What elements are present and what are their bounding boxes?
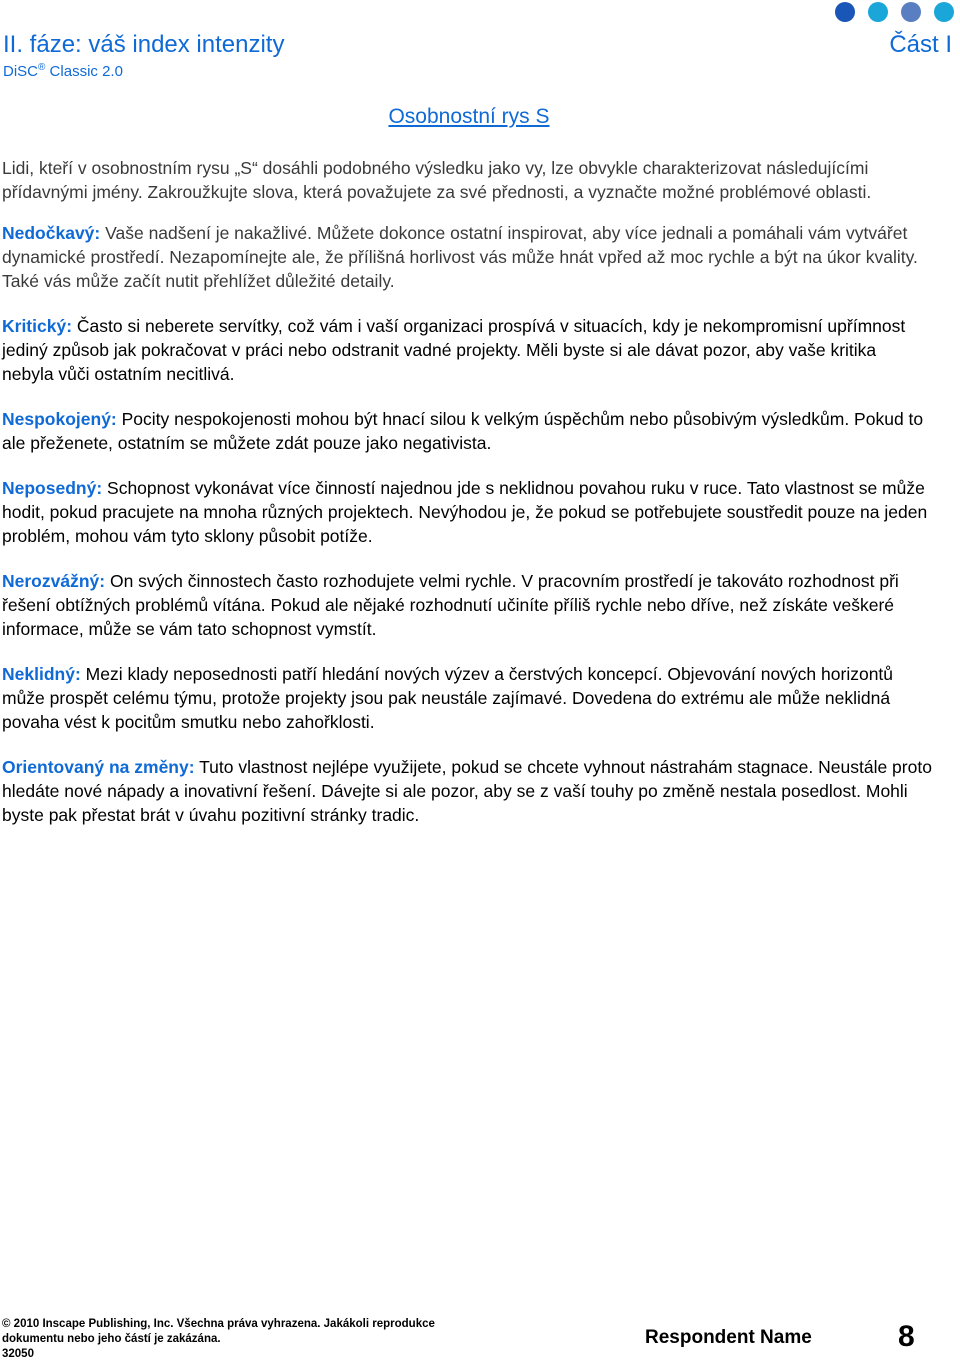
trait-term: Nerozvážný:: [2, 571, 106, 591]
decorative-dots: [835, 2, 954, 22]
trait-term: Kritický:: [2, 316, 73, 336]
trait-nespokojeny: [2, 407, 932, 455]
trait-term: Nedočkavý:: [2, 223, 101, 243]
dot-3: [901, 2, 921, 22]
page-number: 8: [898, 1320, 915, 1353]
header-title: II. fáze: váš index intenzity: [3, 31, 285, 58]
trait-term: Orientovaný na změny:: [2, 757, 195, 777]
document-code: 32050: [2, 1348, 34, 1360]
section-title: Osobnostní rys S: [388, 105, 550, 128]
trait-orientovany: [2, 755, 932, 827]
trait-text: On svých činnostech často rozhodujete velmi rychle. V pracovním prostředí je takováto rozhodnost při řešení obtížných problémů vítána. Pokud ale nějaké rozhodnutí učiníte příliš rychle nebo dříve, než získáte veškeré informace, může se vám tato schopnost vymstít.: [2, 571, 899, 639]
trait-nerozvazny: [2, 569, 932, 641]
subtitle-version: Classic 2.0: [45, 63, 123, 80]
respondent-name: Respondent Name: [645, 1327, 812, 1348]
trait-text: Často si neberete servítky, což vám i vaší organizaci prospívá v situacích, kdy je nekompromisní upřímnost jediný způsob jak pokračovat v práci nebo odstranit vadné projekty. Měli byste si ale dávat pozor, aby vaše kritika nebyla vůči ostatním necitlivá.: [2, 316, 906, 384]
trait-kriticky: [2, 314, 932, 386]
trait-text: Mezi klady neposednosti patří hledání nových výzev a čerstvých koncepcí. Objevování nových horizontů může prospět celému týmu, protože projekty jsou pak neustále zajímavé. Dovedena do extrému ale může neklidná povaha vést k pocitům smutku nebo zahořklosti.: [2, 664, 894, 732]
registered-mark: ®: [38, 62, 46, 73]
header-part: Část I: [889, 31, 952, 58]
trait-term: Neklidný:: [2, 664, 81, 684]
trait-text: Schopnost vykonávat více činností najednou jde s neklidnou povahou ruku v ruce. Tato vlastnost se může hodit, pokud pracujete na mnoha různých projektech. Nevýhodou je, že pokud se potřebujete soustředit pouze na jeden problém, mohou vám tyto sklony působit potíže.: [2, 478, 928, 546]
dot-2: [868, 2, 888, 22]
dot-1: [835, 2, 855, 22]
header-subtitle: [3, 62, 123, 80]
copyright-line-2: dokumentu nebo jeho částí je zakázána.: [2, 1333, 221, 1345]
subtitle-name: DiSC: [3, 63, 39, 80]
trait-nedockavy: [2, 221, 932, 293]
trait-neposedny: [2, 476, 932, 548]
content: [2, 156, 932, 848]
trait-term: Nespokojený:: [2, 409, 117, 429]
copyright-line-1: © 2010 Inscape Publishing, Inc. Všechna práva vyhrazena. Jakákoli reprodukce: [2, 1318, 435, 1330]
intro-paragraph: Lidi, kteří v osobnostním rysu „S“ dosáhli podobného výsledku jako vy, lze obvykle charakterizovat následujícími přídavnými jmény. Zakroužkujte slova, která považujete za své přednosti, a vyznačte možné problémové oblasti.: [2, 158, 872, 202]
trait-text: Vaše nadšení je nakažlivé. Můžete dokonce ostatní inspirovat, aby více jednali a pomáhali vám vytvářet dynamické prostředí. Nezapomínejte ale, že přílišná horlivost vás může hnát vpřed až moc rychle a být na úkor kvality. Také vás může začít nutit přehlížet důležité detaily.: [2, 223, 918, 291]
trait-neklidny: [2, 662, 932, 734]
trait-text: Pocity nespokojenosti mohou být hnací silou k velkým úspěchům nebo působivým výsledkům. Pokud to ale přeženete, ostatním se můžete zdát pouze jako negativista.: [2, 409, 924, 453]
trait-text: Tuto vlastnost nejlépe využijete, pokud se chcete vyhnout nástrahám stagnace. Neustále proto hledáte nové nápady a inovativní řešení. Dávejte si ale pozor, aby se z vaší touhy po změně nestala posedlost. Mohli byste pak přestat brát v úvahu pozitivní stránky tradic.: [2, 757, 932, 825]
trait-term: Neposedný:: [2, 478, 103, 498]
footer-copyright: [2, 1317, 462, 1362]
dot-4: [934, 2, 954, 22]
